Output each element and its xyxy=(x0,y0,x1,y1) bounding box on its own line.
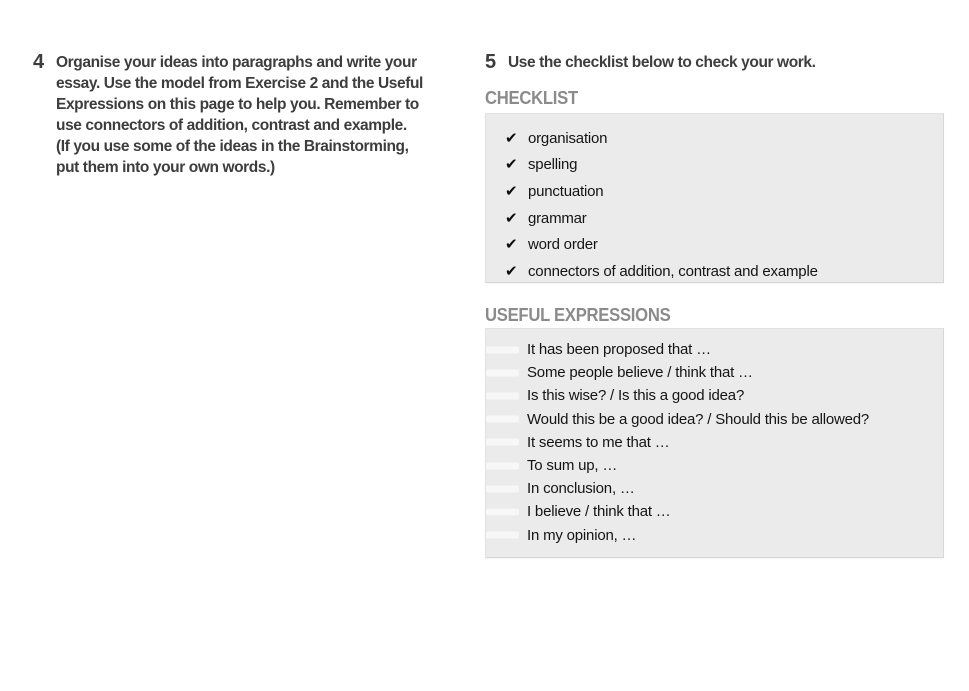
check-icon: ✔ xyxy=(505,129,518,147)
exercise-4 xyxy=(33,52,458,178)
exercise-4-number: 4 xyxy=(33,51,45,73)
checklist-item xyxy=(505,258,933,285)
expression-label: Would this be a good idea? / Should this be allowed? xyxy=(527,410,870,428)
expression-label: In conclusion, … xyxy=(527,480,635,498)
exercise-4-instructions xyxy=(56,52,458,178)
instruction-line: Expressions on this page to help you. Remember to xyxy=(56,96,419,113)
checklist-item xyxy=(505,152,933,179)
highlight-stripe xyxy=(486,532,519,539)
highlight-stripe xyxy=(486,392,519,399)
highlight-stripe xyxy=(486,485,519,492)
expression-item xyxy=(486,408,933,431)
check-icon: ✔ xyxy=(505,236,518,254)
checklist-item xyxy=(505,178,933,205)
checklist-item-label: organisation xyxy=(528,129,608,147)
expression-label: It has been proposed that … xyxy=(527,341,711,359)
checklist-item-label: punctuation xyxy=(528,182,604,200)
useful-expressions-heading: USEFUL EXPRESSIONS xyxy=(485,304,671,325)
exercise-4-block xyxy=(33,52,458,178)
instruction-line: use connectors of addition, contrast and example. xyxy=(56,117,407,134)
check-icon: ✔ xyxy=(505,182,518,200)
highlight-stripe xyxy=(486,462,519,469)
expression-item xyxy=(486,384,933,407)
exercise-5 xyxy=(485,52,945,558)
exercise-5-number: 5 xyxy=(485,51,497,73)
expression-item xyxy=(486,477,933,500)
exercise-5-block xyxy=(485,52,945,73)
expression-label: It seems to me that … xyxy=(527,433,670,451)
checklist-item-label: spelling xyxy=(528,156,578,174)
check-icon: ✔ xyxy=(505,209,518,227)
check-icon: ✔ xyxy=(505,156,518,174)
checklist-item xyxy=(505,205,933,232)
highlight-stripe xyxy=(486,508,519,515)
checklist-item-label: word order xyxy=(528,236,598,254)
instruction-line: (If you use some of the ideas in the Brainstorming, xyxy=(56,138,409,155)
instruction-line: Organise your ideas into paragraphs and write your xyxy=(56,54,417,71)
useful-expressions-box xyxy=(485,328,944,558)
instruction-line: essay. Use the model from Exercise 2 and the Useful xyxy=(56,75,423,92)
check-icon: ✔ xyxy=(505,262,518,280)
checklist-heading: CHECKLIST xyxy=(485,87,578,108)
expression-item xyxy=(486,500,933,523)
checklist-item xyxy=(505,125,933,152)
highlight-stripe xyxy=(486,346,519,353)
checklist-item-label: grammar xyxy=(528,209,587,227)
expression-label: Is this wise? / Is this a good idea? xyxy=(527,387,745,405)
checklist-box xyxy=(485,113,944,283)
highlight-stripe xyxy=(486,416,519,423)
instruction-line: put them into your own words.) xyxy=(56,159,275,176)
expression-label: I believe / think that … xyxy=(527,503,671,521)
expression-item xyxy=(486,454,933,477)
highlight-stripe xyxy=(486,439,519,446)
checklist-item xyxy=(505,231,933,258)
exercise-5-instructions: Use the checklist below to check your work. xyxy=(508,54,816,71)
expression-item xyxy=(486,361,933,384)
expression-item xyxy=(486,431,933,454)
expression-item xyxy=(486,338,933,361)
highlight-stripe xyxy=(486,369,519,376)
expression-label: Some people believe / think that … xyxy=(527,364,753,382)
checklist-item-label: connectors of addition, contrast and example xyxy=(528,262,818,280)
expression-label: In my opinion, … xyxy=(527,526,637,544)
expression-label: To sum up, … xyxy=(527,457,618,475)
expression-item xyxy=(486,524,933,547)
